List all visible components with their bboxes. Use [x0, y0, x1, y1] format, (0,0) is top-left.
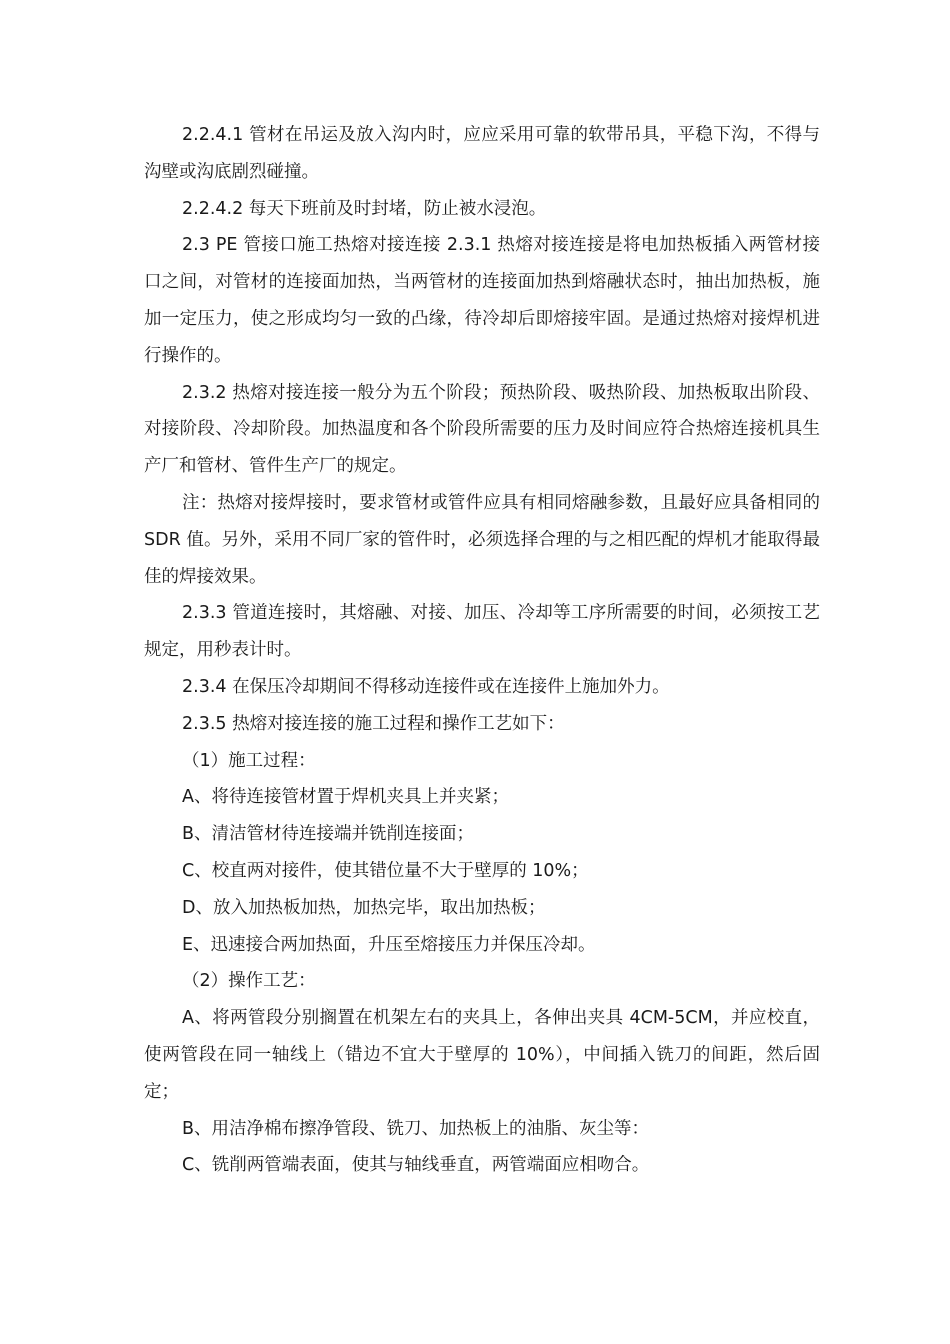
process-step-c: C、校直两对接件，使其错位量不大于壁厚的 10%；	[182, 860, 589, 881]
paragraph-2-3-5: 2.3.5 热熔对接连接的施工过程和操作工艺如下：	[182, 713, 565, 734]
paragraph-2-3-4: 2.3.4 在保压冷却期间不得移动连接件或在连接件上施加外力。	[182, 676, 670, 697]
process-step-e: E、迅速接合两加热面，升压至熔接压力并保压冷却。	[182, 934, 596, 955]
process-step-a: A、将待连接管材置于焊机夹具上并夹紧；	[182, 787, 509, 808]
paragraph-2-3-1: 2.3 PE 管接口施工热熔对接连接 2.3.1 热熔对接连接是将电加热板插入两管材接口之间，对管材的连接面加热，当两管材的连接面加热到熔融状态时，抽出加热板，施加一定压力，使之形成均匀一致的凸缘，待冷却后即熔接牢固。是通过热熔对接焊机进行操作的。	[144, 235, 820, 366]
operation-step-b: B、用洁净棉布擦净管段、铣刀、加热板上的油脂、灰尘等：	[182, 1118, 650, 1139]
document-body	[144, 117, 820, 1184]
heading-construction-process: （1）施工过程：	[182, 750, 316, 771]
paragraph-2-2-4-1: 2.2.4.1 管材在吊运及放入沟内时，应应采用可靠的软带吊具，平稳下沟，不得与沟壁或沟底剧烈碰撞。	[144, 125, 820, 182]
process-step-d: D、放入加热板加热，加热完毕，取出加热板；	[182, 897, 546, 918]
paragraph-2-3-3: 2.3.3 管道连接时，其熔融、对接、加压、冷却等工序所需要的时间，必须按工艺规定，用秒表计时。	[144, 603, 820, 661]
process-step-b: B、清洁管材待连接端并铣削连接面；	[182, 824, 475, 845]
paragraph-2-3-2: 2.3.2 热熔对接连接一般分为五个阶段；预热阶段、吸热阶段、加热板取出阶段、对接阶段、冷却阶段。加热温度和各个阶段所需要的压力及时间应符合热熔连接机具生产厂和管材、管件生产厂的规定。	[144, 382, 820, 477]
operation-step-a: A、将两管段分别搁置在机架左右的夹具上，各伸出夹具 4CM-5CM，并应校直，使两管段在同一轴线上（错边不宜大于壁厚的 10%），中间插入铣刀的间距，然后固定；	[144, 1008, 820, 1102]
paragraph-2-2-4-2: 2.2.4.2 每天下班前及时封堵，防止被水浸泡。	[182, 198, 547, 219]
paragraph-note: 注：热熔对接焊接时，要求管材或管件应具有相同熔融参数，且最好应具备相同的 SDR 值。另外，采用不同厂家的管件时，必须选择合理的与之相匹配的焊机才能取得最佳的焊接效果。	[144, 492, 820, 587]
operation-step-c: C、铣削两管端表面，使其与轴线垂直，两管端面应相吻合。	[182, 1155, 650, 1176]
heading-operation-procedure: （2）操作工艺：	[182, 971, 316, 992]
